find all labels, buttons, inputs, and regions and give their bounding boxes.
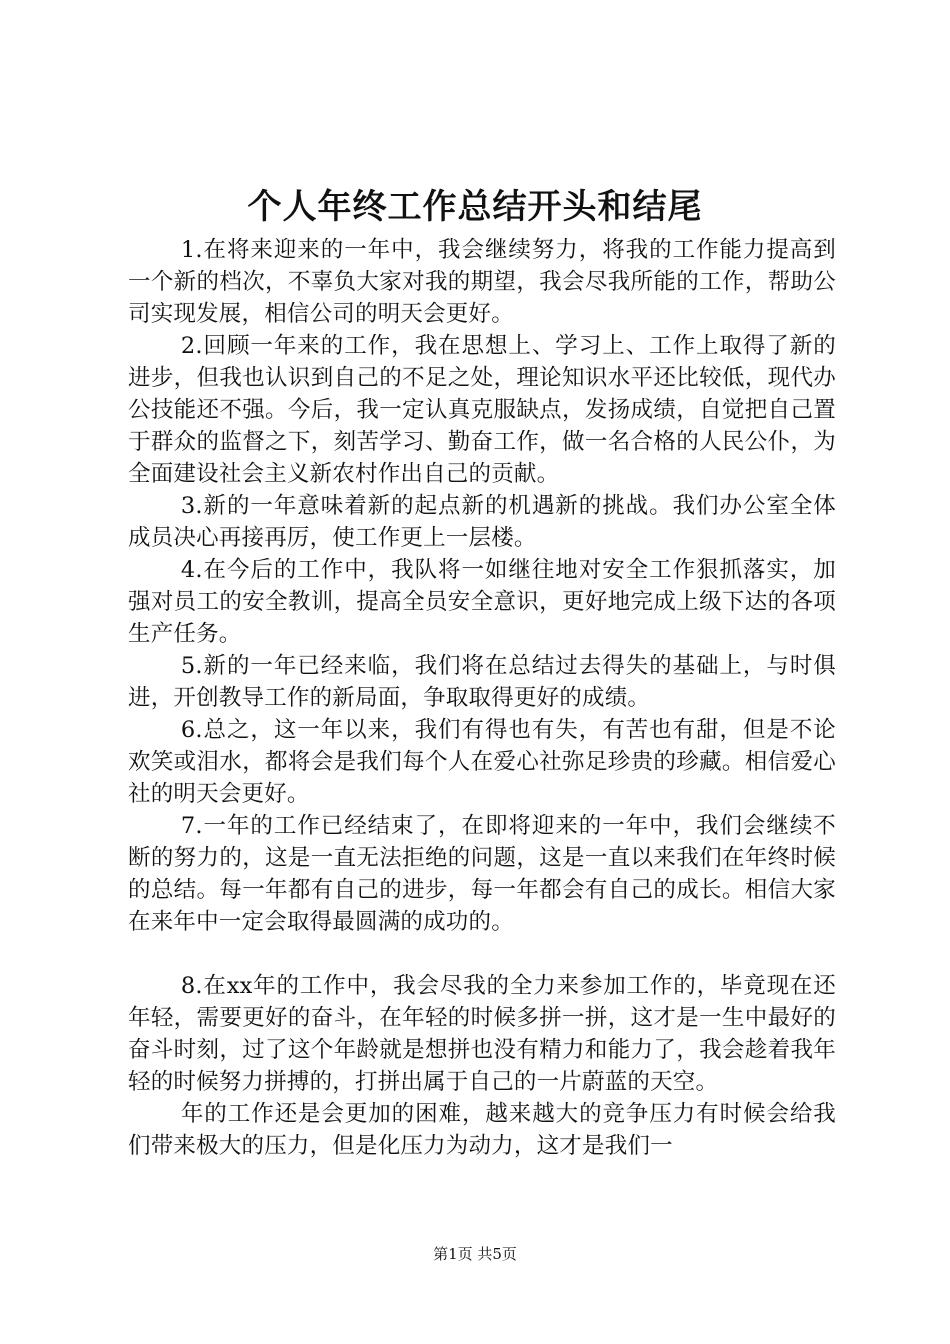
paragraph-2: 2.回顾一年来的工作，我在思想上、学习上、工作上取得了新的进步，但我也认识到自己的不足之处，理论知识水平还比较低，现代办公技能还不强。今后，我一定认真克服缺点，发扬成绩，自觉把自己置于群众的监督之下，刻苦学习、勤奋工作，做一名合格的人民公仆，为全面建设社会主义新农村作出自己的贡献。 [128, 333, 836, 487]
paragraph-1: 1.在将来迎来的一年中，我会继续努力，将我的工作能力提高到一个新的档次，不辜负大家对我的期望，我会尽我所能的工作，帮助公司实现发展，相信公司的明天会更好。 [128, 237, 836, 327]
paragraph-8: 8.在xx年的工作中，我会尽我的全力来参加工作的，毕竟现在还年轻，需要更好的奋斗，在年轻的时候多拼一拼，这才是一生中最好的奋斗时刻，过了这个年龄就是想拼也没有精力和能力了，我会趁着我年轻的时候努力拼搏的，打拼出属于自己的一片蔚蓝的天空。 [128, 973, 836, 1095]
page-number-footer: 第1页 共5页 [433, 1245, 517, 1263]
paragraph-6: 6.总之，这一年以来，我们有得也有失，有苦也有甜，但是不论欢笑或泪水，都将会是我们每个人在爱心社弥足珍贵的珍藏。相信爱心社的明天会更好。 [128, 717, 836, 807]
document-title: 个人年终工作总结开头和结尾 [247, 187, 703, 227]
paragraph-4: 4.在今后的工作中，我队将一如继往地对安全工作狠抓落实，加强对员工的安全教训，提高全员安全意识，更好地完成上级下达的各项生产任务。 [128, 557, 836, 647]
document-body [128, 234, 836, 1162]
paragraph-7: 7.一年的工作已经结束了，在即将迎来的一年中，我们会继续不断的努力的，这是一直无法拒绝的问题，这是一直以来我们在年终时候的总结。每一年都有自己的进步，每一年都会有自己的成长。相信大家在来年中一定会取得最圆满的成功的。 [128, 813, 836, 935]
paragraph-9: 年的工作还是会更加的困难，越来越大的竞争压力有时候会给我们带来极大的压力，但是化压力为动力，这才是我们一 [128, 1101, 836, 1159]
paragraph-3: 3.新的一年意味着新的起点新的机遇新的挑战。我们办公室全体成员决心再接再厉，使工作更上一层楼。 [128, 493, 836, 551]
paragraph-5: 5.新的一年已经来临，我们将在总结过去得失的基础上，与时俱进，开创教导工作的新局面，争取取得更好的成绩。 [128, 653, 836, 711]
